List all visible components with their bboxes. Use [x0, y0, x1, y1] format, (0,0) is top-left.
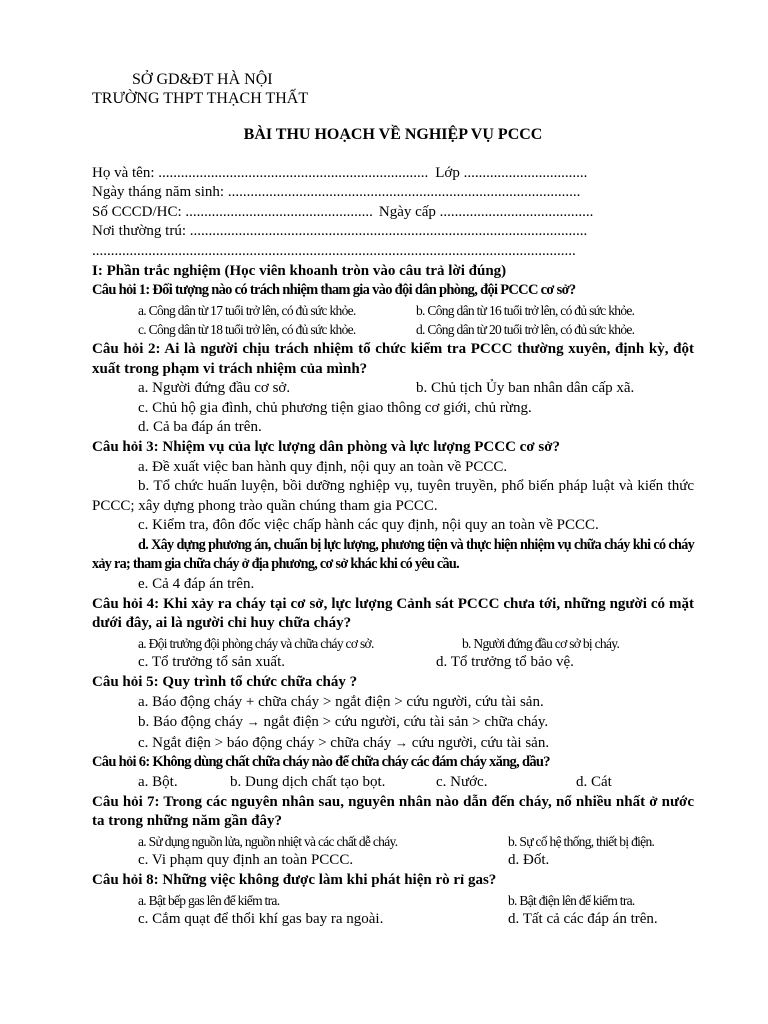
dob-field: Ngày tháng năm sinh: ..............................................................................................: [92, 184, 581, 201]
option-2c: c. Chủ hộ gia đình, chủ phương tiện giao thông cơ giới, chủ rừng.: [138, 399, 532, 416]
section-heading: I: Phần trắc nghiệm (Học viên khoanh tròn vào câu trả lời đúng): [92, 262, 507, 279]
document-title: BÀI THU HOẠCH VỀ NGHIỆP VỤ PCCC: [243, 126, 543, 143]
option-4c: c. Tổ trưởng tổ sản xuất.: [138, 654, 286, 671]
option-3d: d. Xây dựng phương án, chuẩn bị lực lượng, phương tiện và thực hiện nhiệm vụ chữa cháy khi có cháy xảy ra; tham gia chữa cháy ở địa phương, cơ sở khác khi có yêu cầu.: [92, 536, 694, 573]
question-7: Câu hỏi 7: Trong các nguyên nhân sau, nguyên nhân nào dẫn đến cháy, nổ nhiều nhất ở nước ta trong những năm gần đây?: [92, 793, 694, 830]
option-8d: d. Tất cả các đáp án trên.: [508, 911, 658, 928]
question-4-options-cd: [92, 653, 694, 673]
question-2-options-ab: [92, 379, 694, 399]
department-header: SỞ GD&ĐT HÀ NỘI: [132, 71, 273, 88]
option-7d: d. Đốt.: [508, 852, 550, 869]
class-field: Lớp .................................: [435, 164, 588, 181]
option-5c: [92, 733, 694, 754]
name-row: [92, 164, 694, 184]
residence-field: Nơi thường trú: ..........................................................................................................: [92, 223, 588, 240]
option-7c: c. Vi phạm quy định an toàn PCCC.: [138, 852, 354, 869]
option-3c: c. Kiểm tra, đôn đốc việc chấp hành các quy định, nội quy an toàn về PCCC.: [138, 517, 599, 534]
question-7-options-ab: [92, 832, 694, 852]
document-page: [92, 70, 694, 930]
option-7a: a. Sử dụng nguồn lửa, nguồn nhiệt và các chất dễ cháy.: [138, 833, 398, 849]
question-5: Câu hỏi 5: Quy trình tổ chức chữa cháy ?: [92, 674, 358, 691]
option-4b: b. Người đứng đầu cơ sở bị cháy.: [462, 635, 620, 651]
question-7-options-cd: [92, 851, 694, 871]
option-3a: a. Đề xuất việc ban hành quy định, nội quy an toàn về PCCC.: [138, 458, 508, 475]
question-4-options-ab: [92, 634, 694, 654]
option-8a: a. Bật bếp gas lên để kiểm tra.: [138, 892, 280, 908]
option-8b: b. Bật điện lên để kiểm tra.: [508, 892, 635, 908]
option-7b: b. Sự cố hệ thống, thiết bị điện.: [508, 833, 655, 849]
question-2: Câu hỏi 2: Ai là người chịu trách nhiệm tổ chức kiểm tra PCCC thường xuyên, định kỳ, đột xuất trong phạm vi trách nhiệm của mình?: [92, 340, 694, 377]
option-1b: b. Công dân từ 16 tuổi trở lên, có đủ sức khỏe.: [416, 302, 635, 318]
option-5a: a. Báo động cháy + chữa cháy > ngắt điện > cứu người, cứu tài sản.: [138, 693, 544, 710]
option-4d: d. Tổ trưởng tổ bảo vệ.: [436, 654, 574, 671]
option-1d: d. Công dân từ 20 tuổi trở lên, có đủ sức khỏe.: [416, 322, 635, 338]
question-8: Câu hỏi 8: Những việc không được làm khi phát hiện rò rỉ gas?: [92, 871, 497, 888]
id-field: Số CCCD/HC: ..................................................: [92, 203, 373, 220]
option-5c-part2: cứu người, cứu tài sản.: [411, 734, 550, 751]
option-6a: a. Bột.: [138, 774, 178, 790]
arrow-icon: →: [246, 714, 260, 730]
extra-dotted-line: .................................................................................................................................: [92, 242, 576, 259]
question-8-options-ab: [92, 891, 694, 911]
arrow-icon: →: [395, 734, 409, 750]
option-1a: a. Công dân từ 17 tuổi trở lên, có đủ sức khỏe.: [138, 302, 356, 318]
question-8-options-cd: [92, 910, 694, 930]
option-5b: [92, 712, 694, 733]
option-8c: c. Cắm quạt để thổi khí gas bay ra ngoài.: [138, 911, 384, 928]
question-3: Câu hỏi 3: Nhiệm vụ của lực lượng dân phòng và lực lượng PCCC cơ sở?: [92, 438, 561, 455]
question-6: Câu hỏi 6: Không dùng chất chữa cháy nào để chữa cháy các đám cháy xăng, dầu?: [92, 754, 550, 771]
option-5c-part1: c. Ngắt điện > báo động cháy > chữa cháy: [138, 734, 392, 751]
name-field: Họ và tên: ........................................................................: [92, 164, 429, 181]
option-2d: d. Cả ba đáp án trên.: [138, 419, 262, 436]
question-4: Câu hỏi 4: Khi xảy ra cháy tại cơ sở, lực lượng Cảnh sát PCCC chưa tới, những người có mặt dưới đây, ai là người chỉ huy chữa cháy?: [92, 595, 694, 632]
school-header: TRƯỜNG THPT THẠCH THẤT: [92, 90, 309, 107]
question-1-options-ab: [92, 301, 694, 321]
option-1c: c. Công dân từ 18 tuổi trở lên, có đủ sức khỏe.: [138, 322, 356, 338]
id-row: [92, 203, 694, 223]
option-3b: b. Tổ chức huấn luyện, bồi dưỡng nghiệp vụ, tuyên truyền, phổ biến pháp luật và kiến thức PCCC; xây dựng phong trào quần chúng tham gia PCCC.: [92, 478, 694, 514]
option-2a: a. Người đứng đầu cơ sở.: [138, 380, 291, 397]
option-3e: e. Cả 4 đáp án trên.: [138, 576, 255, 593]
option-6c: c. Nước.: [436, 774, 488, 790]
option-6d: d. Cát: [576, 774, 612, 790]
option-2b: b. Chủ tịch Ủy ban nhân dân cấp xã.: [416, 380, 635, 397]
option-5b-part2: ngắt điện > cứu người, cứu tài sản > chữa cháy.: [263, 714, 549, 731]
question-6-options: [92, 773, 694, 793]
question-1-options-cd: [92, 320, 694, 340]
question-1: Câu hỏi 1: Đối tượng nào có trách nhiệm tham gia vào đội dân phòng, đội PCCC cơ sở?: [92, 282, 576, 299]
option-6b: b. Dung dịch chất tạo bọt.: [230, 774, 386, 790]
issue-date-field: Ngày cấp .........................................: [378, 203, 594, 220]
option-4a: a. Đội trưởng đội phòng cháy và chữa cháy cơ sở.: [138, 635, 374, 651]
option-5b-part1: b. Báo động cháy: [138, 714, 243, 731]
